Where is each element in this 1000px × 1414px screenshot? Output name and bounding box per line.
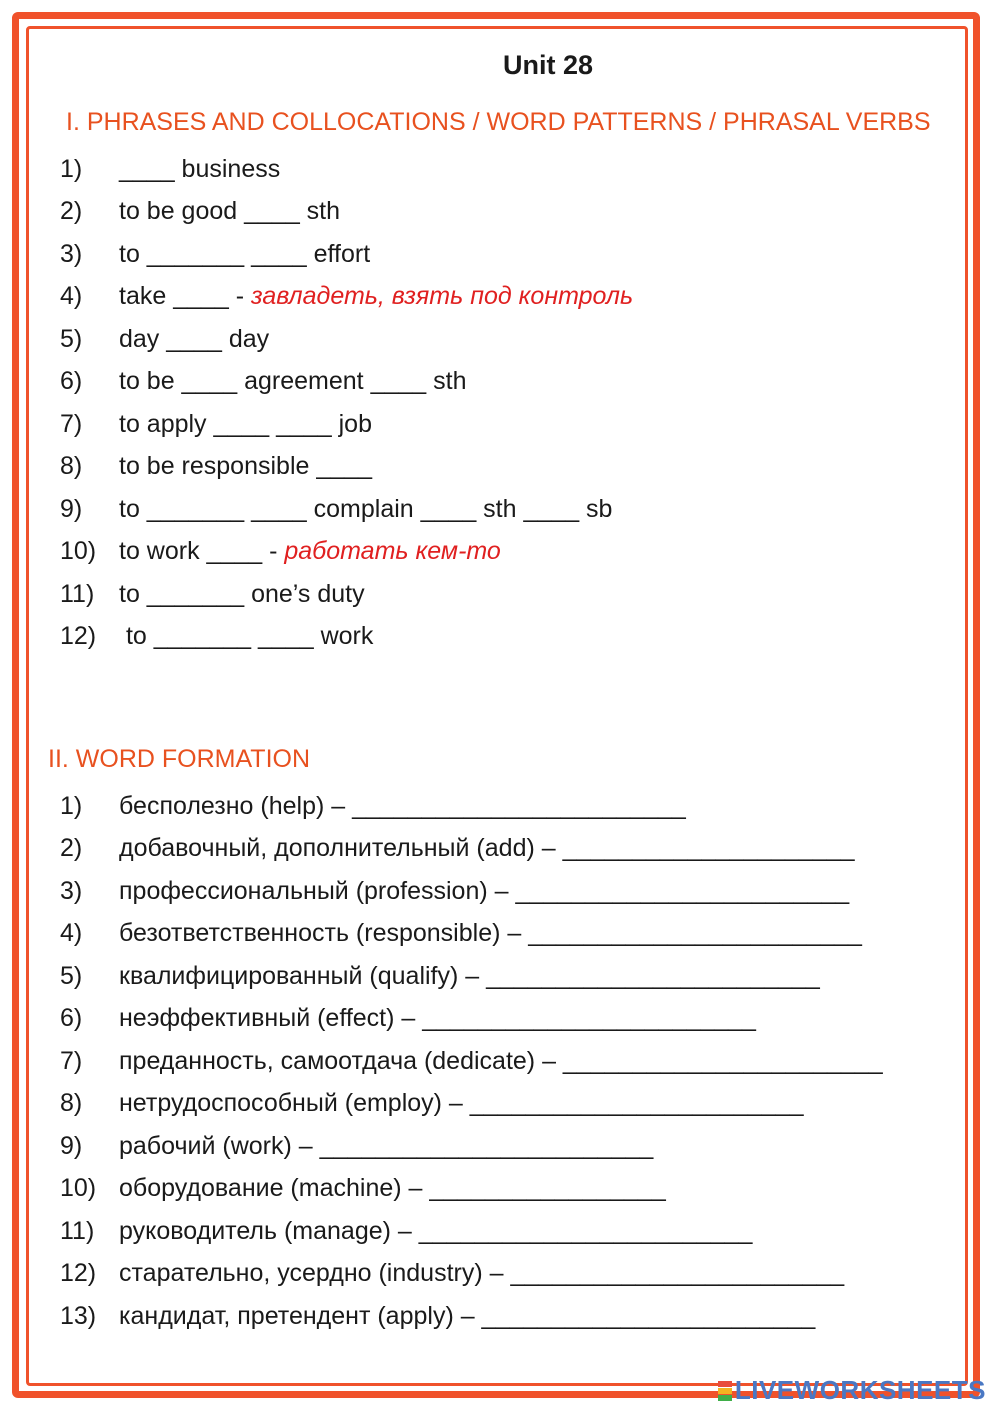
- item-text: to be ____ agreement ____ sth: [119, 367, 467, 396]
- item-text: квалифицированный (qualify) – ________________________: [119, 961, 820, 990]
- item-number: 1): [60, 154, 83, 183]
- list-item: [60, 1040, 883, 1083]
- section-1-list: [60, 148, 633, 658]
- item-text: to _______ ____ complain ____ sth ____ sb: [119, 494, 613, 523]
- list-item: [60, 531, 633, 574]
- item-number: 2): [60, 834, 83, 863]
- item-number: 12): [60, 1259, 97, 1288]
- list-item: [60, 913, 883, 956]
- item-number: 11): [60, 1216, 95, 1245]
- item-text: профессиональный (profession) – ________________________: [119, 876, 850, 905]
- item-number: 9): [60, 494, 83, 523]
- item-number: 4): [60, 282, 83, 311]
- list-item: [60, 573, 633, 616]
- item-text: оборудование (machine) – _________________: [119, 1174, 666, 1203]
- item-number: 6): [60, 1004, 83, 1033]
- list-item: [60, 785, 883, 828]
- item-number: 4): [60, 919, 83, 948]
- item-text: нетрудоспособный (employ) – ________________________: [119, 1089, 804, 1118]
- list-item: [60, 318, 633, 361]
- item-translation: работать кем-то: [284, 537, 501, 566]
- watermark-text: LIVEWORKSHEETS: [734, 1375, 986, 1405]
- item-text: добавочный, дополнительный (add) – _____________________: [119, 834, 855, 863]
- section-2-list: [60, 785, 883, 1338]
- list-item: [60, 191, 633, 234]
- item-number: 7): [60, 409, 83, 438]
- list-item: [60, 148, 633, 191]
- item-number: 8): [60, 1089, 83, 1118]
- list-item: [60, 403, 633, 446]
- list-item: [60, 1210, 883, 1253]
- item-text: ____ business: [119, 154, 281, 183]
- item-text: to work ____ -: [119, 537, 285, 566]
- item-number: 12): [60, 622, 97, 651]
- list-item: [60, 446, 633, 489]
- liveworksheets-watermark: [718, 1375, 986, 1406]
- list-item: [60, 616, 633, 659]
- item-text: to _______ ____ work: [119, 622, 374, 651]
- item-number: 10): [60, 1174, 97, 1203]
- item-text: безответственность (responsible) – ________________________: [119, 919, 862, 948]
- item-number: 8): [60, 452, 83, 481]
- list-item: [60, 361, 633, 404]
- item-number: 10): [60, 537, 97, 566]
- list-item: [60, 870, 883, 913]
- list-item: [60, 1125, 883, 1168]
- item-number: 6): [60, 367, 83, 396]
- section-2-heading: II. WORD FORMATION: [48, 745, 311, 773]
- item-number: 1): [60, 791, 83, 820]
- list-item: [60, 828, 883, 871]
- list-item: [60, 955, 883, 998]
- liveworksheets-logo-icon: [718, 1381, 732, 1401]
- item-number: 3): [60, 239, 83, 268]
- list-item: [60, 233, 633, 276]
- item-text: рабочий (work) – ________________________: [119, 1131, 654, 1160]
- item-text: бесполезно (help) – ________________________: [119, 791, 686, 820]
- list-item: [60, 276, 633, 319]
- list-item: [60, 998, 883, 1041]
- item-text: руководитель (manage) – ________________________: [119, 1216, 753, 1245]
- item-text: to be responsible ____: [119, 452, 372, 481]
- item-text: неэффективный (effect) – ________________________: [119, 1004, 756, 1033]
- item-text: старательно, усердно (industry) – ________________________: [119, 1259, 845, 1288]
- item-text: преданность, самоотдача (dedicate) – _______________________: [119, 1046, 883, 1075]
- list-item: [60, 1253, 883, 1296]
- item-number: 7): [60, 1046, 83, 1075]
- list-item: [60, 488, 633, 531]
- item-number: 2): [60, 197, 83, 226]
- item-text: to _______ ____ effort: [119, 239, 371, 268]
- item-text: to _______ one’s duty: [119, 579, 365, 608]
- item-text: day ____ day: [119, 324, 270, 353]
- item-number: 13): [60, 1301, 97, 1330]
- item-number: 9): [60, 1131, 83, 1160]
- item-text: to be good ____ sth: [119, 197, 341, 226]
- item-number: 5): [60, 324, 83, 353]
- page-title: Unit 28: [502, 50, 594, 80]
- list-item: [60, 1083, 883, 1126]
- list-item: [60, 1295, 883, 1338]
- item-text: to apply ____ ____ job: [119, 409, 372, 438]
- item-translation: завладеть, взять под контроль: [251, 282, 634, 311]
- item-text: take ____ -: [119, 282, 252, 311]
- item-number: 3): [60, 876, 83, 905]
- item-number: 11): [60, 579, 95, 608]
- item-text: кандидат, претендент (apply) – ________________________: [119, 1301, 816, 1330]
- section-1-heading: I. PHRASES AND COLLOCATIONS / WORD PATTERNS / PHRASAL VERBS: [66, 108, 931, 136]
- item-number: 5): [60, 961, 83, 990]
- list-item: [60, 1168, 883, 1211]
